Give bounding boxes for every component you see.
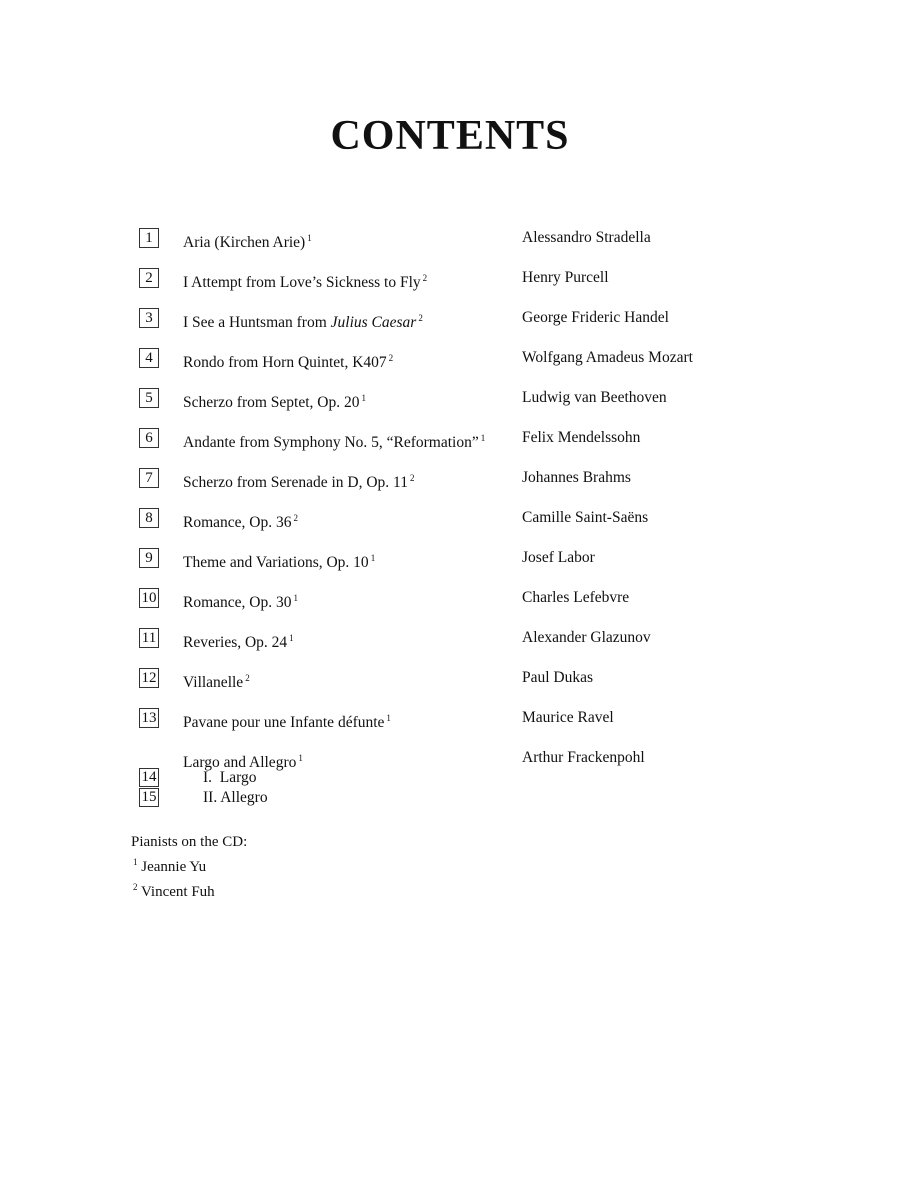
composer-name: Arthur Frackenpohl [522, 749, 645, 766]
piece-title: Romance, Op. 36 $^2$ [183, 513, 298, 531]
contents-entry [0, 548, 900, 570]
pianist-ref: 1 [307, 233, 312, 243]
composer-name: Alessandro Stradella [522, 229, 651, 246]
contents-entry [0, 268, 900, 290]
pianist-note [131, 877, 247, 902]
contents-entry [0, 228, 900, 250]
composer-name: Camille Saint-Saëns [522, 509, 649, 526]
track-number: 11 [139, 628, 159, 648]
pianist-ref: 2 [418, 313, 423, 323]
composer-name: Josef Labor [522, 549, 595, 566]
pianist-ref: 1 [289, 633, 294, 643]
track-number: 12 [139, 668, 159, 688]
pianist-ref: 2 [133, 882, 138, 892]
pianist-ref: 1 [133, 857, 138, 867]
piece-title: Scherzo from Septet, Op. 20 $^1$ [183, 393, 366, 411]
composer-name: Charles Lefebvre [522, 589, 630, 606]
contents-entry [0, 468, 900, 490]
pianist-ref: 2 [245, 673, 250, 683]
composer-name: Felix Mendelssohn [522, 429, 641, 446]
movement-label: I. Largo [203, 769, 257, 786]
piece-title: Reveries, Op. 24 $^1$ [183, 633, 294, 651]
piece-title: Scherzo from Serenade in D, Op. 11 $^2$ [183, 473, 415, 491]
piece-title: Pavane pour une Infante défunte $^1$ [183, 713, 391, 731]
track-number: 8 [139, 508, 159, 528]
composer-name: Paul Dukas [522, 669, 594, 686]
track-number: 2 [139, 268, 159, 288]
composer-name: Wolfgang Amadeus Mozart [522, 349, 693, 366]
contents-entry [0, 668, 900, 690]
pianist-ref: 2 [422, 273, 428, 283]
piece-title: I Attempt from Love’s Sickness to Fly $^2$ [183, 273, 428, 291]
page-title: CONTENTS [330, 113, 570, 159]
contents-entry [0, 308, 900, 330]
piece-title: Aria (Kirchen Arie) $^1$ [183, 233, 312, 251]
track-number: 13 [139, 708, 159, 728]
contents-entry [0, 588, 900, 610]
composer-name: Henry Purcell [522, 269, 609, 286]
track-number: 14 [139, 768, 159, 787]
contents-entry [0, 748, 900, 770]
pianist-ref: 2 [293, 513, 298, 523]
track-number: 6 [139, 428, 159, 448]
piece-title: Largo and Allegro $^1$ [183, 753, 303, 771]
track-number: 7 [139, 468, 159, 488]
piece-title: Rondo from Horn Quintet, K407 $^2$ [183, 353, 394, 371]
piece-title: I See a Huntsman from Julius Caesar $^2$ [183, 313, 423, 331]
movement-label: II. Allegro [203, 789, 268, 806]
composer-name: Johannes Brahms [522, 469, 631, 486]
piece-title: Theme and Variations, Op. 10 $^1$ [183, 553, 376, 571]
pianist-ref: 1 [480, 433, 486, 443]
track-number: 3 [139, 308, 159, 328]
contents-entry [0, 508, 900, 530]
contents-entry [0, 628, 900, 650]
movement-entry [0, 788, 900, 808]
track-number: 10 [139, 588, 159, 608]
track-number: 9 [139, 548, 159, 568]
track-number: 5 [139, 388, 159, 408]
track-number: 15 [139, 788, 159, 807]
pianist-note [131, 852, 247, 877]
piece-title: Andante from Symphony No. 5, “Reformation” $^1$ [183, 433, 486, 451]
pianist-name: Vincent Fuh [140, 884, 215, 900]
work-title-italic: Julius Caesar [330, 314, 417, 331]
pianist-ref: 1 [386, 713, 391, 723]
composer-name: George Frideric Handel [522, 309, 669, 326]
pianist-ref: 1 [293, 593, 298, 603]
notes-heading: Pianists on the CD: [131, 834, 248, 850]
pianist-ref: 1 [298, 753, 303, 763]
pianist-ref: 2 [409, 473, 415, 483]
movement-entry [0, 768, 900, 788]
composer-name: Alexander Glazunov [522, 629, 651, 646]
track-number: 1 [139, 228, 159, 248]
pianist-name: Jeannie Yu [141, 859, 207, 875]
pianist-ref: 1 [370, 553, 376, 563]
contents-entry [0, 428, 900, 450]
pianist-ref: 2 [388, 353, 394, 363]
composer-name: Ludwig van Beethoven [522, 389, 667, 406]
pianist-ref: 1 [361, 393, 366, 403]
contents-entry [0, 708, 900, 730]
piece-title: Romance, Op. 30 $^1$ [183, 593, 298, 611]
piece-title: Villanelle $^2$ [183, 673, 250, 691]
contents-entry [0, 348, 900, 370]
track-number: 4 [139, 348, 159, 368]
composer-name: Maurice Ravel [522, 709, 614, 726]
contents-entry [0, 388, 900, 410]
pianist-notes [131, 832, 247, 902]
